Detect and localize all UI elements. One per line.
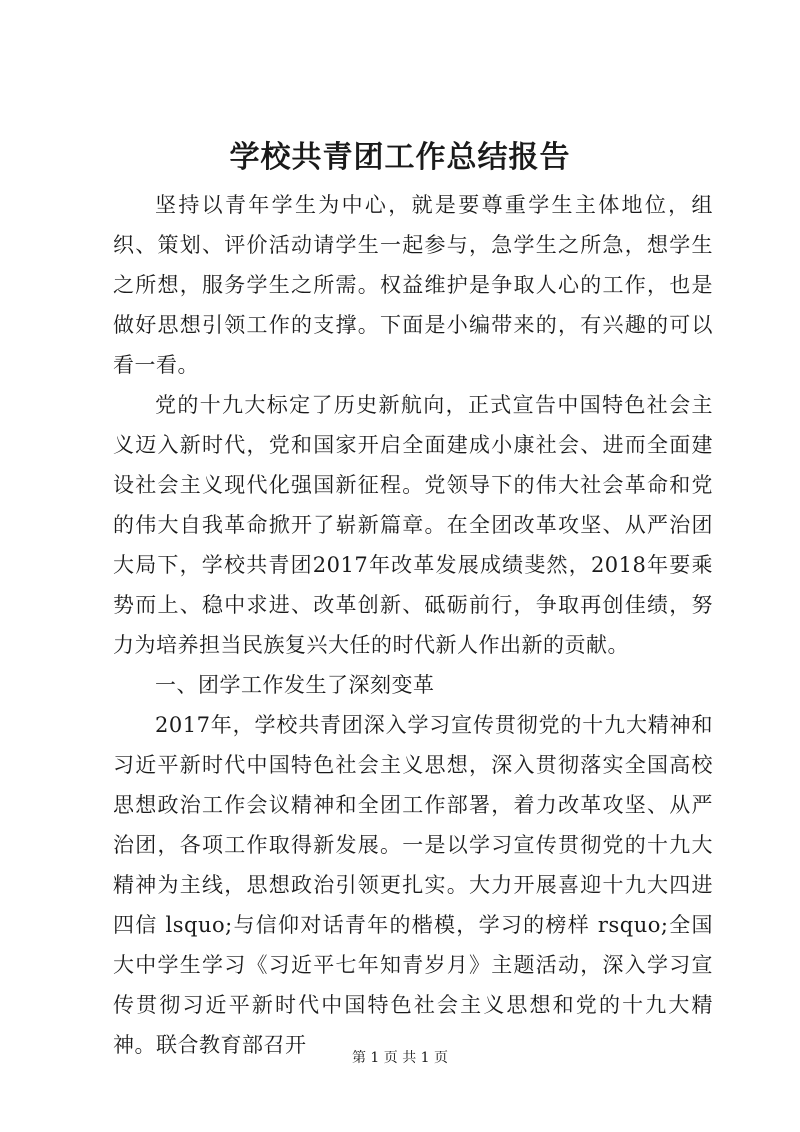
section-heading-1: 一、团学工作发生了深刻变革 bbox=[155, 673, 435, 697]
paragraph-background: 党的十九大标定了历史新航向，正式宣告中国特色社会主义迈入新时代，党和国家开启全面建成小康社会、进而全面建设社会主义现代化强国新征程。党领导下的伟大社会革命和党的伟大自我革命掀开了崭新篇章。在全团改革攻坚、从严治团大局下，学校共青团2017年改革发展成绩斐然，2018年要乘势而上、稳中求进、改革创新、砥砺前行，争取再创佳绩，努力为培养担当民族复兴大任的时代新人作出新的贡献。 bbox=[113, 393, 713, 657]
paragraph-section-1: 2017年，学校共青团深入学习宣传贯彻党的十九大精神和习近平新时代中国特色社会主义思想，深入贯彻落实全国高校思想政治工作会议精神和全团工作部署，着力改革攻坚、从严治团，各项工作取得新发展。一是以学习宣传贯彻党的十九大精神为主线，思想政治引领更扎实。大力开展喜迎十九大四进四信 lsquo;与信仰对话青年的楷模，学习的榜样 rsquo;全国大中学生学习《习近平七年知青岁月》主题活动，深入学习宣传贯彻习近平新时代中国特色社会主义思想和党的十九大精神。联合教育部召开 bbox=[113, 713, 713, 1057]
paragraph-intro: 坚持以青年学生为中心，就是要尊重学生主体地位，组织、策划、评价活动请学生一起参与，急学生之所急，想学生之所想，服务学生之所需。权益维护是争取人心的工作，也是做好思想引领工作的支撑。下面是小编带来的，有兴趣的可以看一看。 bbox=[113, 193, 713, 377]
document-body bbox=[113, 185, 713, 1065]
document-title: 学校共青团工作总结报告 bbox=[229, 140, 571, 175]
page-footer: 第 1 页 共 1 页 bbox=[351, 1050, 449, 1066]
